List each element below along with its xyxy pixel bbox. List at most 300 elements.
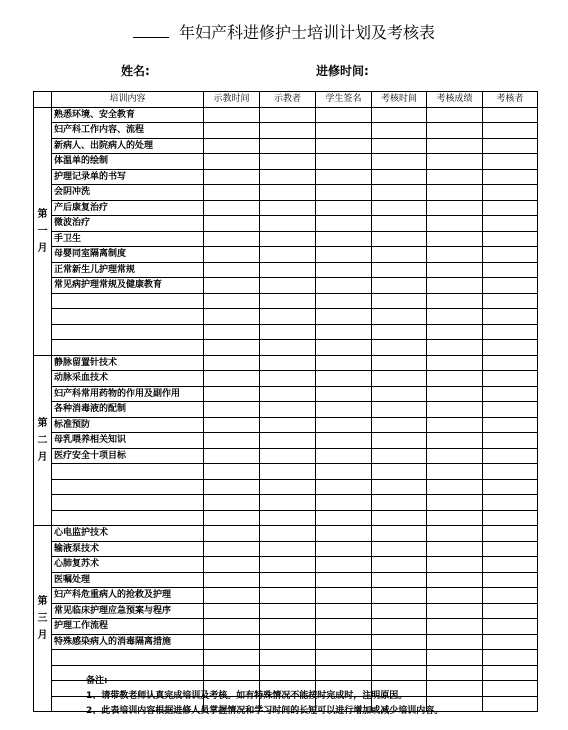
entry-cell[interactable] bbox=[316, 262, 372, 278]
entry-cell[interactable] bbox=[427, 216, 483, 232]
training-item: 医疗安全十项目标 bbox=[52, 448, 204, 464]
entry-cell[interactable] bbox=[427, 154, 483, 170]
month-label: 第一月 bbox=[34, 107, 52, 355]
entry-cell[interactable] bbox=[372, 185, 427, 201]
entry-cell[interactable] bbox=[483, 541, 538, 557]
entry-cell[interactable] bbox=[427, 464, 483, 480]
entry-cell[interactable] bbox=[427, 309, 483, 325]
entry-cell[interactable] bbox=[483, 386, 538, 402]
entry-cell[interactable] bbox=[483, 619, 538, 635]
entry-cell[interactable] bbox=[427, 324, 483, 340]
header-cell: 考核成绩 bbox=[427, 92, 483, 108]
entry-cell[interactable] bbox=[204, 247, 260, 263]
entry-cell[interactable] bbox=[427, 448, 483, 464]
entry-cell[interactable] bbox=[427, 433, 483, 449]
entry-cell[interactable] bbox=[427, 526, 483, 542]
name-label: 姓名: bbox=[121, 64, 150, 78]
entry-cell[interactable] bbox=[260, 324, 316, 340]
training-item: 妇产科危重病人的抢救及护理 bbox=[52, 588, 204, 604]
table-row bbox=[34, 154, 538, 170]
table-row bbox=[34, 123, 538, 139]
entry-cell[interactable] bbox=[316, 479, 372, 495]
training-item: 医嘱处理 bbox=[52, 572, 204, 588]
table-row bbox=[34, 185, 538, 201]
entry-cell[interactable] bbox=[427, 278, 483, 294]
entry-cell[interactable] bbox=[483, 231, 538, 247]
training-item: 心电监护技术 bbox=[52, 526, 204, 542]
entry-cell[interactable] bbox=[483, 634, 538, 650]
training-item: 会阴冲洗 bbox=[52, 185, 204, 201]
entry-cell[interactable] bbox=[260, 619, 316, 635]
entry-cell[interactable] bbox=[483, 169, 538, 185]
entry-cell[interactable] bbox=[204, 479, 260, 495]
entry-cell[interactable] bbox=[204, 169, 260, 185]
entry-cell[interactable] bbox=[427, 355, 483, 371]
entry-cell[interactable] bbox=[260, 402, 316, 418]
entry-cell[interactable] bbox=[316, 309, 372, 325]
entry-cell[interactable] bbox=[316, 293, 372, 309]
entry-cell[interactable] bbox=[260, 123, 316, 139]
entry-cell[interactable] bbox=[372, 510, 427, 526]
entry-cell[interactable] bbox=[316, 154, 372, 170]
entry-cell[interactable] bbox=[483, 603, 538, 619]
training-item: 特殊感染病人的消毒隔离措施 bbox=[52, 634, 204, 650]
entry-cell[interactable] bbox=[427, 293, 483, 309]
entry-cell[interactable] bbox=[372, 526, 427, 542]
table-row bbox=[34, 619, 538, 635]
entry-cell[interactable] bbox=[204, 123, 260, 139]
entry-cell[interactable] bbox=[372, 386, 427, 402]
entry-cell[interactable] bbox=[427, 557, 483, 573]
entry-cell[interactable] bbox=[372, 293, 427, 309]
notes bbox=[86, 674, 443, 719]
entry-cell[interactable] bbox=[316, 324, 372, 340]
training-item bbox=[52, 309, 204, 325]
entry-cell[interactable] bbox=[204, 386, 260, 402]
entry-cell[interactable] bbox=[483, 123, 538, 139]
entry-cell[interactable] bbox=[427, 588, 483, 604]
table-row bbox=[34, 433, 538, 449]
entry-cell[interactable] bbox=[427, 386, 483, 402]
table-row bbox=[34, 603, 538, 619]
training-item: 各种消毒液的配制 bbox=[52, 402, 204, 418]
entry-cell[interactable] bbox=[427, 619, 483, 635]
period-label: 进修时间: bbox=[316, 64, 369, 78]
entry-cell[interactable] bbox=[260, 572, 316, 588]
entry-cell[interactable] bbox=[483, 464, 538, 480]
entry-cell[interactable] bbox=[204, 572, 260, 588]
month-label: 第二月 bbox=[34, 355, 52, 526]
entry-cell[interactable] bbox=[372, 231, 427, 247]
entry-cell[interactable] bbox=[483, 262, 538, 278]
training-item: 妇产科常用药物的作用及副作用 bbox=[52, 386, 204, 402]
training-item: 母婴同室隔离制度 bbox=[52, 247, 204, 263]
entry-cell[interactable] bbox=[260, 200, 316, 216]
entry-cell[interactable] bbox=[483, 278, 538, 294]
table-row bbox=[34, 526, 538, 542]
entry-cell[interactable] bbox=[260, 169, 316, 185]
entry-cell[interactable] bbox=[483, 355, 538, 371]
entry-cell[interactable] bbox=[483, 417, 538, 433]
entry-cell[interactable] bbox=[316, 231, 372, 247]
entry-cell[interactable] bbox=[204, 619, 260, 635]
entry-cell[interactable] bbox=[372, 154, 427, 170]
entry-cell[interactable] bbox=[372, 619, 427, 635]
entry-cell[interactable] bbox=[316, 619, 372, 635]
entry-cell[interactable] bbox=[483, 588, 538, 604]
entry-cell[interactable] bbox=[483, 138, 538, 154]
entry-cell[interactable] bbox=[372, 324, 427, 340]
entry-cell[interactable] bbox=[483, 324, 538, 340]
entry-cell[interactable] bbox=[483, 216, 538, 232]
entry-cell[interactable] bbox=[427, 107, 483, 123]
entry-cell[interactable] bbox=[427, 541, 483, 557]
entry-cell[interactable] bbox=[483, 293, 538, 309]
entry-cell[interactable] bbox=[483, 650, 538, 666]
training-item bbox=[52, 293, 204, 309]
entry-cell[interactable] bbox=[316, 402, 372, 418]
entry-cell[interactable] bbox=[372, 247, 427, 263]
entry-cell[interactable] bbox=[372, 107, 427, 123]
entry-cell[interactable] bbox=[204, 402, 260, 418]
entry-cell[interactable] bbox=[372, 340, 427, 356]
table-row bbox=[34, 169, 538, 185]
entry-cell[interactable] bbox=[483, 696, 538, 712]
entry-cell[interactable] bbox=[316, 278, 372, 294]
year-blank bbox=[133, 23, 169, 38]
entry-cell[interactable] bbox=[372, 557, 427, 573]
entry-cell[interactable] bbox=[204, 588, 260, 604]
entry-cell[interactable] bbox=[427, 495, 483, 511]
table-row bbox=[34, 355, 538, 371]
entry-cell[interactable] bbox=[427, 371, 483, 387]
entry-cell[interactable] bbox=[260, 309, 316, 325]
entry-cell[interactable] bbox=[427, 417, 483, 433]
entry-cell[interactable] bbox=[316, 200, 372, 216]
entry-cell[interactable] bbox=[427, 650, 483, 666]
entry-cell[interactable] bbox=[316, 386, 372, 402]
entry-cell[interactable] bbox=[316, 448, 372, 464]
entry-cell[interactable] bbox=[260, 386, 316, 402]
entry-cell[interactable] bbox=[372, 278, 427, 294]
entry-cell[interactable] bbox=[427, 603, 483, 619]
training-item: 产后康复治疗 bbox=[52, 200, 204, 216]
entry-cell[interactable] bbox=[372, 200, 427, 216]
table-row bbox=[34, 588, 538, 604]
entry-cell[interactable] bbox=[260, 650, 316, 666]
entry-cell[interactable] bbox=[483, 247, 538, 263]
training-item: 动脉采血技术 bbox=[52, 371, 204, 387]
entry-cell[interactable] bbox=[316, 603, 372, 619]
entry-cell[interactable] bbox=[316, 526, 372, 542]
training-item: 护理记录单的书写 bbox=[52, 169, 204, 185]
training-table bbox=[33, 91, 538, 712]
entry-cell[interactable] bbox=[316, 541, 372, 557]
entry-cell[interactable] bbox=[260, 293, 316, 309]
entry-cell[interactable] bbox=[204, 309, 260, 325]
entry-cell[interactable] bbox=[372, 417, 427, 433]
entry-cell[interactable] bbox=[372, 169, 427, 185]
entry-cell[interactable] bbox=[204, 293, 260, 309]
table-row bbox=[34, 479, 538, 495]
entry-cell[interactable] bbox=[204, 417, 260, 433]
header-cell: 考核者 bbox=[483, 92, 538, 108]
entry-cell[interactable] bbox=[427, 247, 483, 263]
note-line: 2、此表培训内容根据进修人员掌握情况和学习时间的长短可以进行增加或减少培训内容。 bbox=[86, 706, 444, 716]
entry-cell[interactable] bbox=[427, 510, 483, 526]
entry-cell[interactable] bbox=[204, 340, 260, 356]
table-row bbox=[34, 200, 538, 216]
entry-cell[interactable] bbox=[260, 495, 316, 511]
entry-cell[interactable] bbox=[204, 510, 260, 526]
entry-cell[interactable] bbox=[260, 541, 316, 557]
entry-cell[interactable] bbox=[316, 340, 372, 356]
table-row bbox=[34, 634, 538, 650]
entry-cell[interactable] bbox=[260, 107, 316, 123]
entry-cell[interactable] bbox=[204, 557, 260, 573]
entry-cell[interactable] bbox=[483, 154, 538, 170]
entry-cell[interactable] bbox=[316, 433, 372, 449]
table-row bbox=[34, 650, 538, 666]
table-row bbox=[34, 572, 538, 588]
entry-cell[interactable] bbox=[483, 185, 538, 201]
entry-cell[interactable] bbox=[372, 634, 427, 650]
entry-cell[interactable] bbox=[483, 526, 538, 542]
entry-cell[interactable] bbox=[204, 262, 260, 278]
table-row bbox=[34, 386, 538, 402]
entry-cell[interactable] bbox=[260, 371, 316, 387]
entry-cell[interactable] bbox=[260, 247, 316, 263]
training-item: 静脉留置针技术 bbox=[52, 355, 204, 371]
header-cell: 考核时间 bbox=[372, 92, 427, 108]
entry-cell[interactable] bbox=[316, 185, 372, 201]
entry-cell[interactable] bbox=[260, 417, 316, 433]
training-item bbox=[52, 495, 204, 511]
entry-cell[interactable] bbox=[204, 200, 260, 216]
table-row bbox=[34, 247, 538, 263]
entry-cell[interactable] bbox=[427, 634, 483, 650]
entry-cell[interactable] bbox=[316, 216, 372, 232]
entry-cell[interactable] bbox=[483, 479, 538, 495]
entry-cell[interactable] bbox=[372, 216, 427, 232]
entry-cell[interactable] bbox=[316, 510, 372, 526]
entry-cell[interactable] bbox=[204, 185, 260, 201]
entry-cell[interactable] bbox=[316, 572, 372, 588]
entry-cell[interactable] bbox=[316, 371, 372, 387]
training-item bbox=[52, 650, 204, 666]
entry-cell[interactable] bbox=[204, 138, 260, 154]
entry-cell[interactable] bbox=[260, 448, 316, 464]
training-item: 微波治疗 bbox=[52, 216, 204, 232]
header-row bbox=[34, 92, 538, 108]
entry-cell[interactable] bbox=[316, 417, 372, 433]
entry-cell[interactable] bbox=[372, 448, 427, 464]
entry-cell[interactable] bbox=[316, 169, 372, 185]
table-row bbox=[34, 417, 538, 433]
entry-cell[interactable] bbox=[260, 603, 316, 619]
header-cell: 示教时间 bbox=[204, 92, 260, 108]
entry-cell[interactable] bbox=[372, 495, 427, 511]
entry-cell[interactable] bbox=[316, 355, 372, 371]
table-row bbox=[34, 464, 538, 480]
table-row bbox=[34, 138, 538, 154]
entry-cell[interactable] bbox=[204, 495, 260, 511]
entry-cell[interactable] bbox=[316, 495, 372, 511]
entry-cell[interactable] bbox=[483, 448, 538, 464]
header-cell: 示教者 bbox=[260, 92, 316, 108]
entry-cell[interactable] bbox=[483, 309, 538, 325]
entry-cell[interactable] bbox=[372, 138, 427, 154]
entry-cell[interactable] bbox=[260, 433, 316, 449]
entry-cell[interactable] bbox=[260, 588, 316, 604]
entry-cell[interactable] bbox=[204, 650, 260, 666]
training-item: 新病人、出院病人的处理 bbox=[52, 138, 204, 154]
training-item: 常见临床护理应急预案与程序 bbox=[52, 603, 204, 619]
entry-cell[interactable] bbox=[316, 107, 372, 123]
entry-cell[interactable] bbox=[260, 340, 316, 356]
entry-cell[interactable] bbox=[316, 464, 372, 480]
entry-cell[interactable] bbox=[260, 185, 316, 201]
training-item: 输液泵技术 bbox=[52, 541, 204, 557]
entry-cell[interactable] bbox=[427, 231, 483, 247]
table-row bbox=[34, 216, 538, 232]
table-row bbox=[34, 402, 538, 418]
entry-cell[interactable] bbox=[260, 464, 316, 480]
entry-cell[interactable] bbox=[483, 495, 538, 511]
table-row bbox=[34, 510, 538, 526]
entry-cell[interactable] bbox=[260, 231, 316, 247]
training-item bbox=[52, 340, 204, 356]
table-row bbox=[34, 371, 538, 387]
table-row bbox=[34, 324, 538, 340]
entry-cell[interactable] bbox=[316, 650, 372, 666]
entry-cell[interactable] bbox=[372, 464, 427, 480]
entry-cell[interactable] bbox=[427, 572, 483, 588]
entry-cell[interactable] bbox=[372, 402, 427, 418]
entry-cell[interactable] bbox=[372, 309, 427, 325]
entry-cell[interactable] bbox=[204, 448, 260, 464]
entry-cell[interactable] bbox=[316, 123, 372, 139]
entry-cell[interactable] bbox=[483, 107, 538, 123]
table-row bbox=[34, 448, 538, 464]
entry-cell[interactable] bbox=[483, 510, 538, 526]
entry-cell[interactable] bbox=[260, 634, 316, 650]
entry-cell[interactable] bbox=[427, 200, 483, 216]
table-body bbox=[34, 107, 538, 712]
entry-cell[interactable] bbox=[260, 138, 316, 154]
entry-cell[interactable] bbox=[427, 123, 483, 139]
entry-cell[interactable] bbox=[372, 371, 427, 387]
entry-cell[interactable] bbox=[483, 433, 538, 449]
entry-cell[interactable] bbox=[427, 479, 483, 495]
entry-cell[interactable] bbox=[483, 572, 538, 588]
training-item: 心肺复苏术 bbox=[52, 557, 204, 573]
training-item bbox=[52, 479, 204, 495]
entry-cell[interactable] bbox=[427, 169, 483, 185]
entry-cell[interactable] bbox=[372, 541, 427, 557]
header-cell: 培训内容 bbox=[52, 92, 204, 108]
entry-cell[interactable] bbox=[260, 355, 316, 371]
entry-cell[interactable] bbox=[260, 216, 316, 232]
entry-cell[interactable] bbox=[483, 665, 538, 681]
entry-cell[interactable] bbox=[260, 510, 316, 526]
entry-cell[interactable] bbox=[260, 154, 316, 170]
entry-cell[interactable] bbox=[427, 262, 483, 278]
entry-cell[interactable] bbox=[204, 464, 260, 480]
entry-cell[interactable] bbox=[483, 340, 538, 356]
training-item: 妇产科工作内容、流程 bbox=[52, 123, 204, 139]
entry-cell[interactable] bbox=[204, 433, 260, 449]
entry-cell[interactable] bbox=[204, 541, 260, 557]
table-row bbox=[34, 293, 538, 309]
entry-cell[interactable] bbox=[483, 371, 538, 387]
entry-cell[interactable] bbox=[204, 278, 260, 294]
entry-cell[interactable] bbox=[427, 185, 483, 201]
table-row bbox=[34, 107, 538, 123]
entry-cell[interactable] bbox=[483, 557, 538, 573]
entry-cell[interactable] bbox=[372, 588, 427, 604]
entry-cell[interactable] bbox=[427, 340, 483, 356]
entry-cell[interactable] bbox=[372, 433, 427, 449]
entry-cell[interactable] bbox=[204, 355, 260, 371]
entry-cell[interactable] bbox=[427, 138, 483, 154]
entry-cell[interactable] bbox=[372, 123, 427, 139]
table-row bbox=[34, 278, 538, 294]
entry-cell[interactable] bbox=[260, 278, 316, 294]
entry-cell[interactable] bbox=[316, 634, 372, 650]
entry-cell[interactable] bbox=[260, 262, 316, 278]
entry-cell[interactable] bbox=[372, 603, 427, 619]
entry-cell[interactable] bbox=[204, 231, 260, 247]
entry-cell[interactable] bbox=[204, 324, 260, 340]
entry-cell[interactable] bbox=[316, 588, 372, 604]
table-row bbox=[34, 231, 538, 247]
entry-cell[interactable] bbox=[427, 402, 483, 418]
entry-cell[interactable] bbox=[316, 557, 372, 573]
title-text: 年妇产科进修护士培训计划及考核表 bbox=[178, 23, 435, 42]
entry-cell[interactable] bbox=[372, 479, 427, 495]
entry-cell[interactable] bbox=[316, 247, 372, 263]
entry-cell[interactable] bbox=[204, 634, 260, 650]
training-item: 正常新生儿护理常规 bbox=[52, 262, 204, 278]
entry-cell[interactable] bbox=[372, 572, 427, 588]
table-row bbox=[34, 262, 538, 278]
entry-cell[interactable] bbox=[204, 216, 260, 232]
training-item bbox=[52, 510, 204, 526]
training-item: 手卫生 bbox=[52, 231, 204, 247]
training-item: 标准预防 bbox=[52, 417, 204, 433]
entry-cell[interactable] bbox=[372, 355, 427, 371]
entry-cell[interactable] bbox=[260, 557, 316, 573]
entry-cell[interactable] bbox=[316, 138, 372, 154]
entry-cell[interactable] bbox=[260, 526, 316, 542]
entry-cell[interactable] bbox=[483, 200, 538, 216]
entry-cell[interactable] bbox=[204, 603, 260, 619]
entry-cell[interactable] bbox=[204, 371, 260, 387]
entry-cell[interactable] bbox=[204, 154, 260, 170]
header-month bbox=[34, 92, 52, 108]
entry-cell[interactable] bbox=[483, 402, 538, 418]
training-item: 护理工作流程 bbox=[52, 619, 204, 635]
month-label: 第三月 bbox=[34, 526, 52, 712]
entry-cell[interactable] bbox=[204, 107, 260, 123]
entry-cell[interactable] bbox=[483, 681, 538, 697]
entry-cell[interactable] bbox=[372, 650, 427, 666]
table-row bbox=[34, 495, 538, 511]
entry-cell[interactable] bbox=[372, 262, 427, 278]
entry-cell[interactable] bbox=[260, 479, 316, 495]
entry-cell[interactable] bbox=[204, 526, 260, 542]
